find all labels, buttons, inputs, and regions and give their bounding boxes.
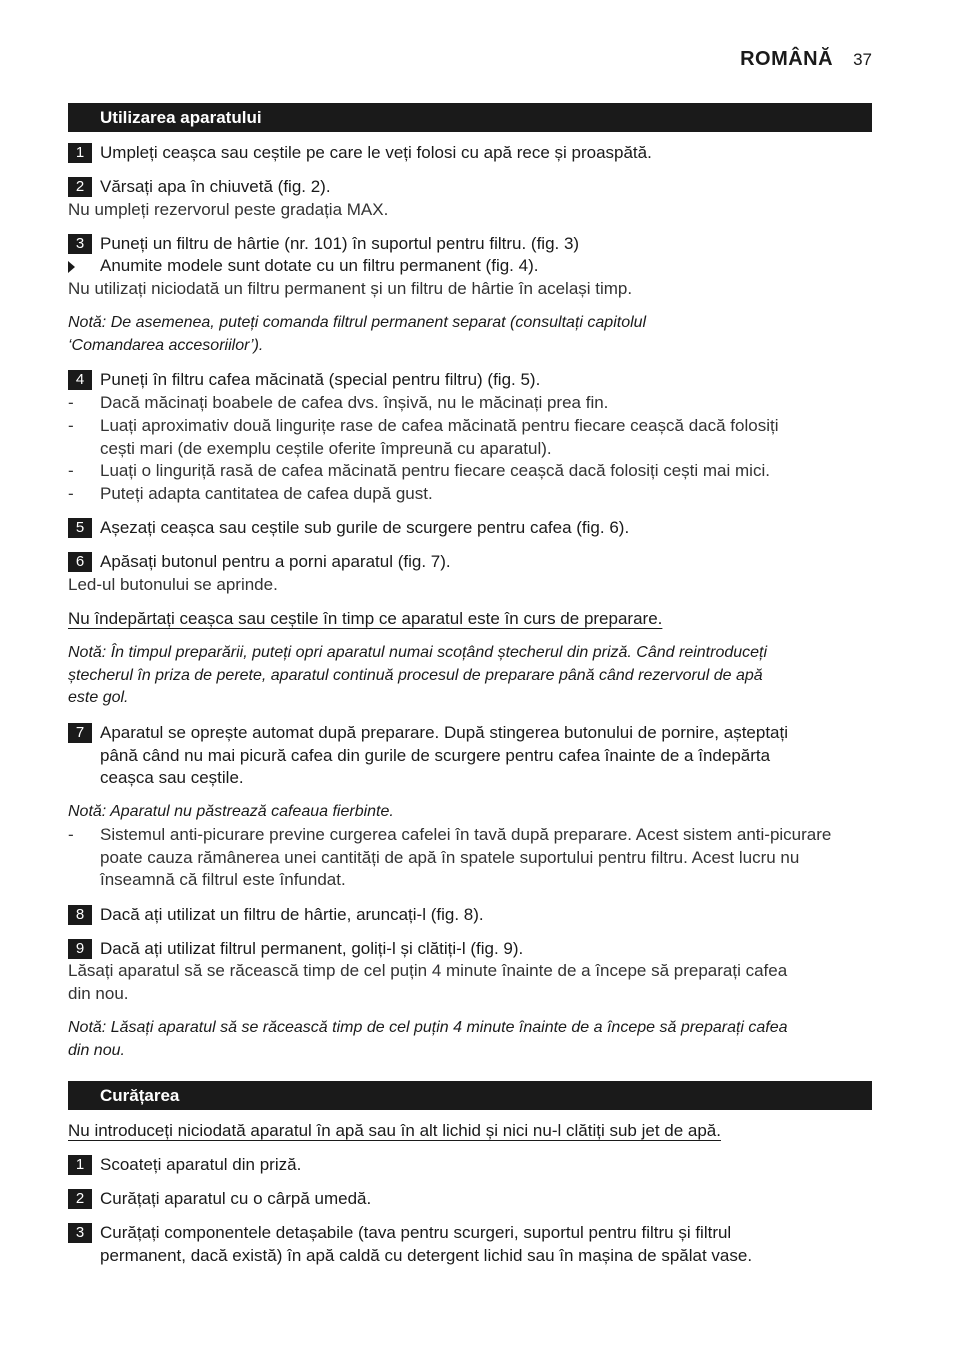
step-number: 2 [68, 177, 92, 197]
step-number: 1 [68, 143, 92, 163]
step-text: Scoateți aparatul din priză. [100, 1155, 302, 1174]
list-item [68, 392, 872, 415]
cleaning-step-1 [68, 1154, 872, 1177]
step-text: ceașca sau ceștile. [100, 768, 244, 787]
step-text: Curățați componentele detașabile (tava pentru scurgeri, suportul pentru filtru și filtrul [100, 1223, 732, 1242]
step-number: 3 [68, 1223, 92, 1243]
warning-text: Nu introduceți niciodată aparatul în apă sau în alt lichid și nici nu-l clătiți sub jet de apă. [68, 1121, 721, 1140]
section-title-cleaning: Curățarea [68, 1081, 872, 1110]
note-text: ‘Comandarea accesoriilor’). [68, 337, 264, 354]
list-text: înseamnă că filtrul este înfundat. [100, 870, 346, 889]
usage-step-7 [68, 722, 872, 790]
cleaning-step-2 [68, 1188, 872, 1211]
list-text: cești mari (de exemplu ceștile oferite împreună cu aparatul). [100, 438, 552, 458]
note-text: Notă: În timpul preparării, puteți opri aparatul numai scoțând ștecherul din priză. Când reintroduceți [68, 644, 768, 661]
step-number: 9 [68, 939, 92, 959]
usage-step-2 [68, 176, 872, 199]
step-number: 1 [68, 1155, 92, 1175]
info-text: Led-ul butonului se aprinde. [68, 575, 278, 594]
step-text: Aparatul se oprește automat după preparare. După stingerea butonului de pornire, așteptați [100, 723, 789, 742]
info-text: Nu umpleți rezervorul peste gradația MAX. [68, 200, 389, 219]
cleaning-step-3 [68, 1222, 872, 1267]
list-text: Luați aproximativ două lingurițe rase de cafea măcinată pentru fiecare ceașcă dacă folosiți [100, 416, 779, 435]
step-number: 4 [68, 370, 92, 390]
step-number: 2 [68, 1189, 92, 1209]
list-item [68, 415, 872, 460]
section-title-usage: Utilizarea aparatului [68, 103, 872, 132]
triangle-bullet-icon [68, 261, 75, 273]
step-number: 7 [68, 723, 92, 743]
list-text: Luați o linguriță rasă de cafea măcinată pentru fiecare ceașcă dacă folosiți cești mai mici. [100, 461, 770, 480]
step-text: Vărsați apa în chiuvetă (fig. 2). [100, 177, 331, 196]
step-text: Așezați ceașca sau ceștile sub gurile de scurgere pentru cafea (fig. 6). [100, 518, 630, 537]
list-item [68, 483, 872, 506]
step-text: Umpleți ceașca sau ceștile pe care le veți folosi cu apă rece și proaspătă. [100, 143, 652, 162]
tip-item [68, 255, 872, 278]
step-number: 5 [68, 518, 92, 538]
info-text: din nou. [68, 984, 129, 1003]
step-number: 6 [68, 552, 92, 572]
usage-step-6 [68, 551, 872, 574]
usage-step-5 [68, 517, 872, 540]
info-text: Lăsați aparatul să se răcească timp de cel puțin 4 minute înainte de a începe să preparați cafea [68, 961, 788, 980]
step-text: Dacă ați utilizat filtrul permanent, goliți-l și clătiți-l (fig. 9). [100, 939, 524, 958]
step-text: Curățați aparatul cu o cârpă umedă. [100, 1189, 372, 1208]
list-text: Sistemul anti-picurare previne curgerea cafelei în tavă după preparare. Acest sistem anti-picurare [100, 825, 832, 844]
usage-step-9 [68, 938, 872, 961]
note-text: Notă: De asemenea, puteți comanda filtrul permanent separat (consultați capitolul [68, 314, 647, 331]
list-text: Puteți adapta cantitatea de cafea după gust. [100, 484, 433, 503]
note-text: ștecherul în priza de perete, aparatul continuă procesul de preparare până când rezervorul de apă [68, 667, 763, 684]
page-header [740, 48, 872, 74]
dash-bullet: - [68, 416, 74, 435]
note-text: din nou. [68, 1042, 125, 1059]
note-text: Notă: Aparatul nu păstrează cafeaua fierbinte. [68, 803, 394, 820]
tip-text: Anumite modele sunt dotate cu un filtru permanent (fig. 4). [100, 256, 539, 275]
list-item [68, 460, 872, 483]
list-text: poate cauza rămânerea unei cantități de apă în spatele suportului pentru filtru. Acest lucru nu [100, 847, 800, 867]
language-label: ROMÂNĂ [740, 48, 834, 70]
step-number: 3 [68, 234, 92, 254]
dash-bullet: - [68, 393, 74, 412]
dash-bullet: - [68, 461, 74, 480]
usage-step-1 [68, 142, 872, 165]
note-text: este gol. [68, 689, 129, 706]
step-text: Puneți în filtru cafea măcinată (special pentru filtru) (fig. 5). [100, 370, 541, 389]
page-number: 37 [853, 50, 872, 69]
list-text: Dacă măcinați boabele de cafea dvs. înșivă, nu le măcinați prea fin. [100, 393, 609, 412]
dash-bullet: - [68, 825, 74, 844]
step-text: Dacă ați utilizat un filtru de hârtie, aruncați-l (fig. 8). [100, 905, 484, 924]
usage-step-8 [68, 904, 872, 927]
info-text: Nu utilizați niciodată un filtru permanent și un filtru de hârtie în același timp. [68, 279, 633, 298]
warning-text: Nu îndepărtați ceașca sau ceștile în timp ce aparatul este în curs de preparare. [68, 609, 663, 628]
usage-step-4 [68, 369, 872, 392]
dash-bullet: - [68, 484, 74, 503]
list-item [68, 824, 872, 892]
usage-step-3 [68, 233, 872, 256]
step-text: permanent, dacă există) în apă caldă cu detergent lichid sau în mașina de spălat vase. [100, 1245, 753, 1265]
step-text: până când nu mai picură cafea din gurile de scurgere pentru cafea înainte de a îndepărta [100, 745, 771, 765]
step-text: Puneți un filtru de hârtie (nr. 101) în suportul pentru filtru. (fig. 3) [100, 234, 580, 253]
step-text: Apăsați butonul pentru a porni aparatul (fig. 7). [100, 552, 451, 571]
note-text: Notă: Lăsați aparatul să se răcească timp de cel puțin 4 minute înainte de a începe să preparați cafea [68, 1019, 788, 1036]
step-number: 8 [68, 905, 92, 925]
